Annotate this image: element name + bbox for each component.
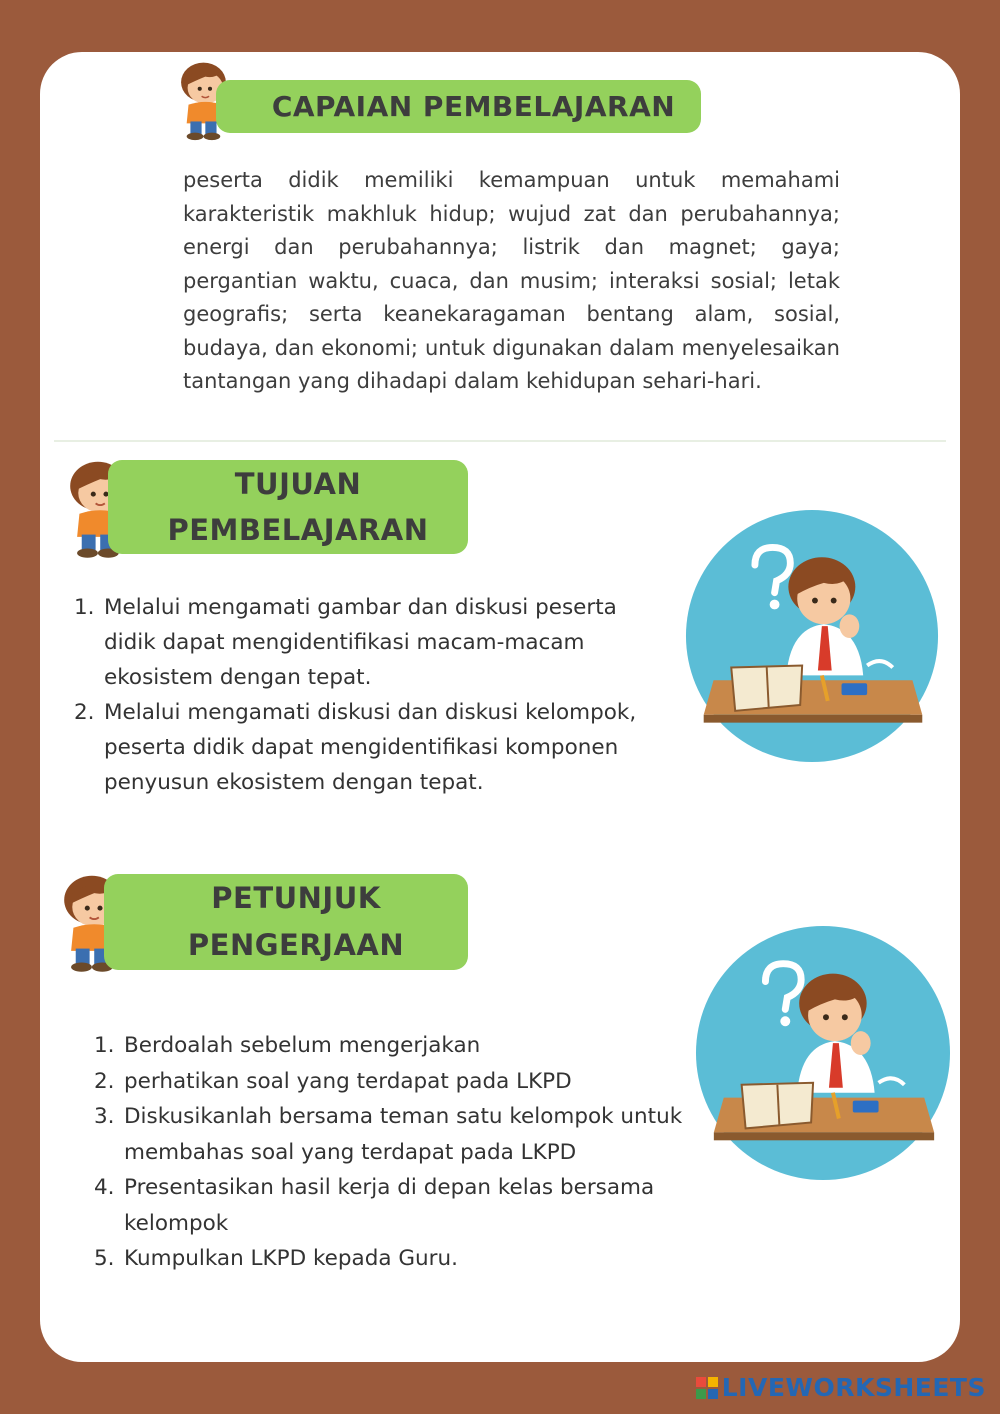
brand-name: LIVEWORKSHEETS [721, 1373, 986, 1402]
petunjuk-title-line1: PETUNJUK [211, 881, 381, 915]
tujuan-title-line2: PEMBELAJARAN [167, 513, 429, 547]
list-item [94, 1241, 734, 1277]
list-item [94, 1099, 734, 1170]
list-item-text: Kumpulkan LKPD kepada Guru. [124, 1246, 458, 1271]
petunjuk-list [94, 1028, 734, 1277]
list-item-text: Melalui mengamati gambar dan diskusi peserta didik dapat mengidentifikasi macam-macam ekosistem dengan tepat. [104, 595, 617, 690]
capaian-title: CAPAIAN PEMBELAJARAN [271, 90, 676, 123]
list-item-number: 2. [74, 700, 95, 725]
list-item [74, 590, 674, 695]
list-item [94, 1028, 734, 1064]
tujuan-list [74, 590, 674, 800]
list-item-text: Berdoalah sebelum mengerjakan [124, 1033, 481, 1058]
list-item-number: 3. [94, 1104, 115, 1129]
list-item-number: 1. [94, 1033, 115, 1058]
list-item-text: Presentasikan hasil kerja di depan kelas bersama kelompok [124, 1175, 655, 1236]
capaian-title-banner [216, 80, 701, 133]
list-item [94, 1064, 734, 1100]
liveworksheets-footer[interactable] [696, 1373, 986, 1402]
list-item-number: 4. [94, 1175, 115, 1200]
capaian-paragraph: peserta didik memiliki kemampuan untuk memahami karakteristik makhluk hidup; wujud zat dan perubahannya; energi dan perubahannya; listrik dan magnet; gaya; pergantian waktu, cuaca, dan musim; interaksi sosial; letak geografis; serta keanekaragaman bentang alam, sosial, budaya, dan ekonomi; untuk digunakan dalam menyelesaikan tantangan yang dihadapi dalam kehidupan sehari-hari. [183, 168, 840, 393]
list-item-number: 5. [94, 1246, 115, 1271]
thinking-student-illustration [694, 924, 952, 1182]
list-item-text: Melalui mengamati diskusi dan diskusi kelompok, peserta didik dapat mengidentifikasi komponen penyusun ekosistem dengan tepat. [104, 700, 637, 795]
tujuan-title-line1: TUJUAN [234, 467, 362, 501]
liveworksheets-logo-icon [696, 1377, 718, 1399]
tujuan-title-banner [108, 460, 468, 554]
list-item-text: Diskusikanlah bersama teman satu kelompok untuk membahas soal yang terdapat pada LKPD [124, 1104, 683, 1165]
list-item-number: 1. [74, 595, 95, 620]
petunjuk-title-banner [104, 874, 468, 970]
list-item-number: 2. [94, 1068, 115, 1094]
section-divider [54, 440, 946, 442]
list-item [94, 1170, 734, 1241]
petunjuk-title-line2: PENGERJAAN [187, 928, 405, 962]
list-item [74, 695, 674, 800]
thinking-student-illustration [684, 508, 940, 764]
list-item-text: perhatikan soal yang terdapat pada LKPD [124, 1068, 572, 1094]
worksheet-card [40, 52, 960, 1362]
